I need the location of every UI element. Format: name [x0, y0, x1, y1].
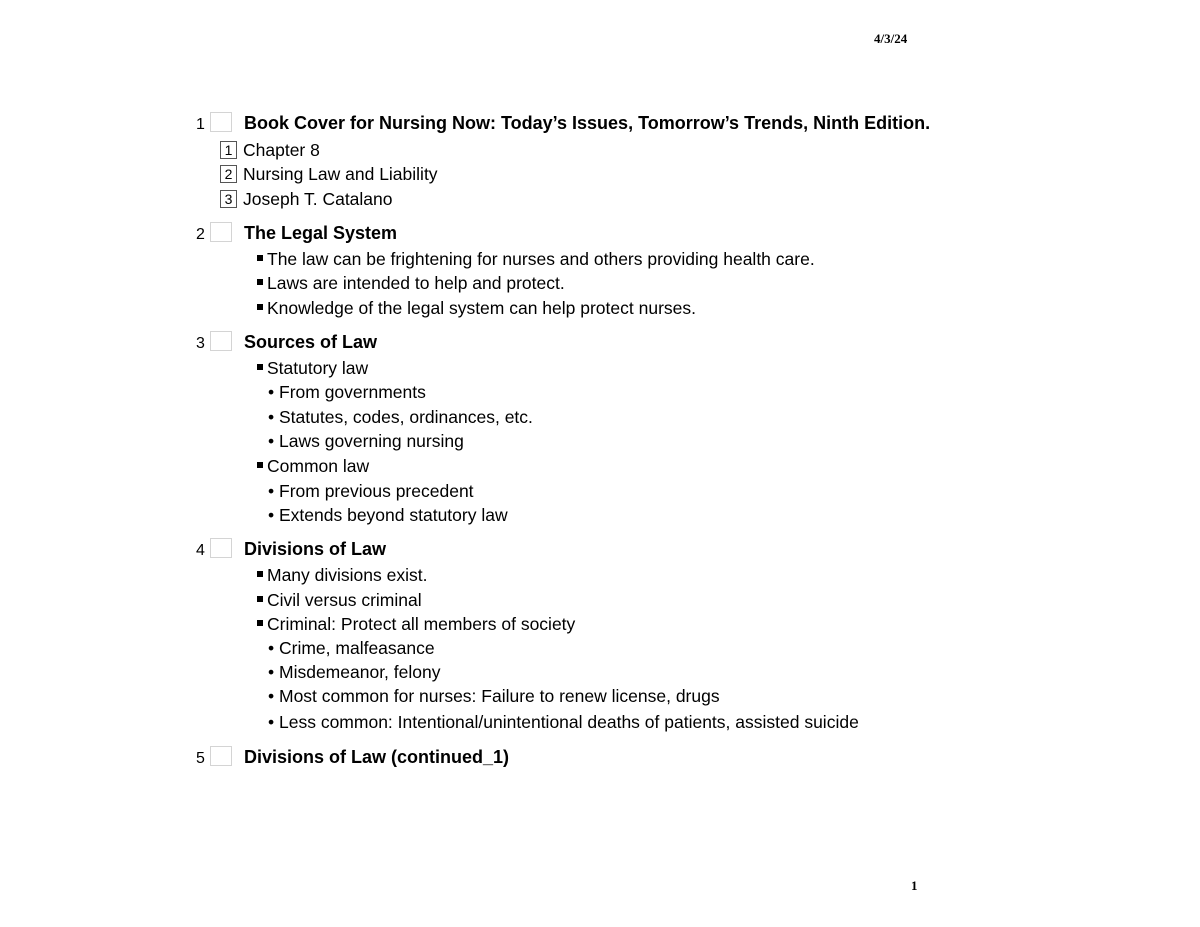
slide-thumbnail	[210, 112, 232, 132]
note-index: 2	[220, 165, 237, 183]
bullet-item: Civil versus criminal	[257, 590, 422, 610]
sub-bullet-item: • Crime, malfeasance	[268, 638, 435, 658]
note-index: 1	[220, 141, 237, 159]
square-bullet-icon	[257, 364, 263, 370]
slide-number: 4	[196, 542, 205, 559]
bullet-item: Statutory law	[257, 358, 368, 378]
slide-number: 2	[196, 226, 205, 243]
square-bullet-icon	[257, 571, 263, 577]
note-item	[220, 164, 438, 184]
page-number: 1	[911, 878, 918, 893]
square-bullet-icon	[257, 304, 263, 310]
bullet-item: Laws are intended to help and protect.	[257, 273, 565, 293]
square-bullet-icon	[257, 255, 263, 261]
slide-thumbnail	[210, 331, 232, 351]
slide-number: 1	[196, 116, 205, 133]
bullet-item: Knowledge of the legal system can help protect nurses.	[257, 298, 696, 318]
sub-bullet-item: • Most common for nurses: Failure to renew license, drugs	[268, 686, 720, 706]
slide-title: The Legal System	[244, 223, 398, 243]
note-item	[220, 140, 320, 160]
sub-bullet-item: • Extends beyond statutory law	[268, 505, 508, 525]
square-bullet-icon	[257, 596, 263, 602]
square-bullet-icon	[257, 279, 263, 285]
square-bullet-icon	[257, 620, 263, 626]
header-date: 4/3/24	[874, 31, 908, 46]
note-index: 3	[220, 190, 237, 208]
slide-number: 5	[196, 750, 205, 767]
sub-bullet-item: • Misdemeanor, felony	[268, 662, 441, 682]
sub-bullet-item: • From governments	[268, 382, 426, 402]
sub-bullet-item: • From previous precedent	[268, 481, 474, 501]
slide-title: Divisions of Law	[244, 539, 387, 559]
sub-bullet-item: • Statutes, codes, ordinances, etc.	[268, 407, 533, 427]
slide-title: Book Cover for Nursing Now: Today’s Issues, Tomorrow’s Trends, Ninth Edition.	[244, 113, 931, 133]
slide-thumbnail	[210, 538, 232, 558]
sub-bullet-item: • Less common: Intentional/unintentional deaths of patients, assisted suicide	[268, 712, 859, 732]
slide-title: Sources of Law	[244, 332, 378, 352]
bullet-item: Common law	[257, 456, 369, 476]
slide-number: 3	[196, 335, 205, 352]
slide-thumbnail	[210, 746, 232, 766]
square-bullet-icon	[257, 462, 263, 468]
bullet-item: Many divisions exist.	[257, 565, 427, 585]
note-text: Chapter 8	[243, 140, 320, 160]
slide-title: Divisions of Law (continued_1)	[244, 747, 510, 767]
note-text: Nursing Law and Liability	[243, 164, 438, 184]
slide-thumbnail	[210, 222, 232, 242]
bullet-item: The law can be frightening for nurses and others providing health care.	[257, 249, 815, 269]
note-item	[220, 189, 393, 209]
note-text: Joseph T. Catalano	[243, 189, 393, 209]
bullet-item: Criminal: Protect all members of society	[257, 614, 575, 634]
sub-bullet-item: • Laws governing nursing	[268, 431, 464, 451]
